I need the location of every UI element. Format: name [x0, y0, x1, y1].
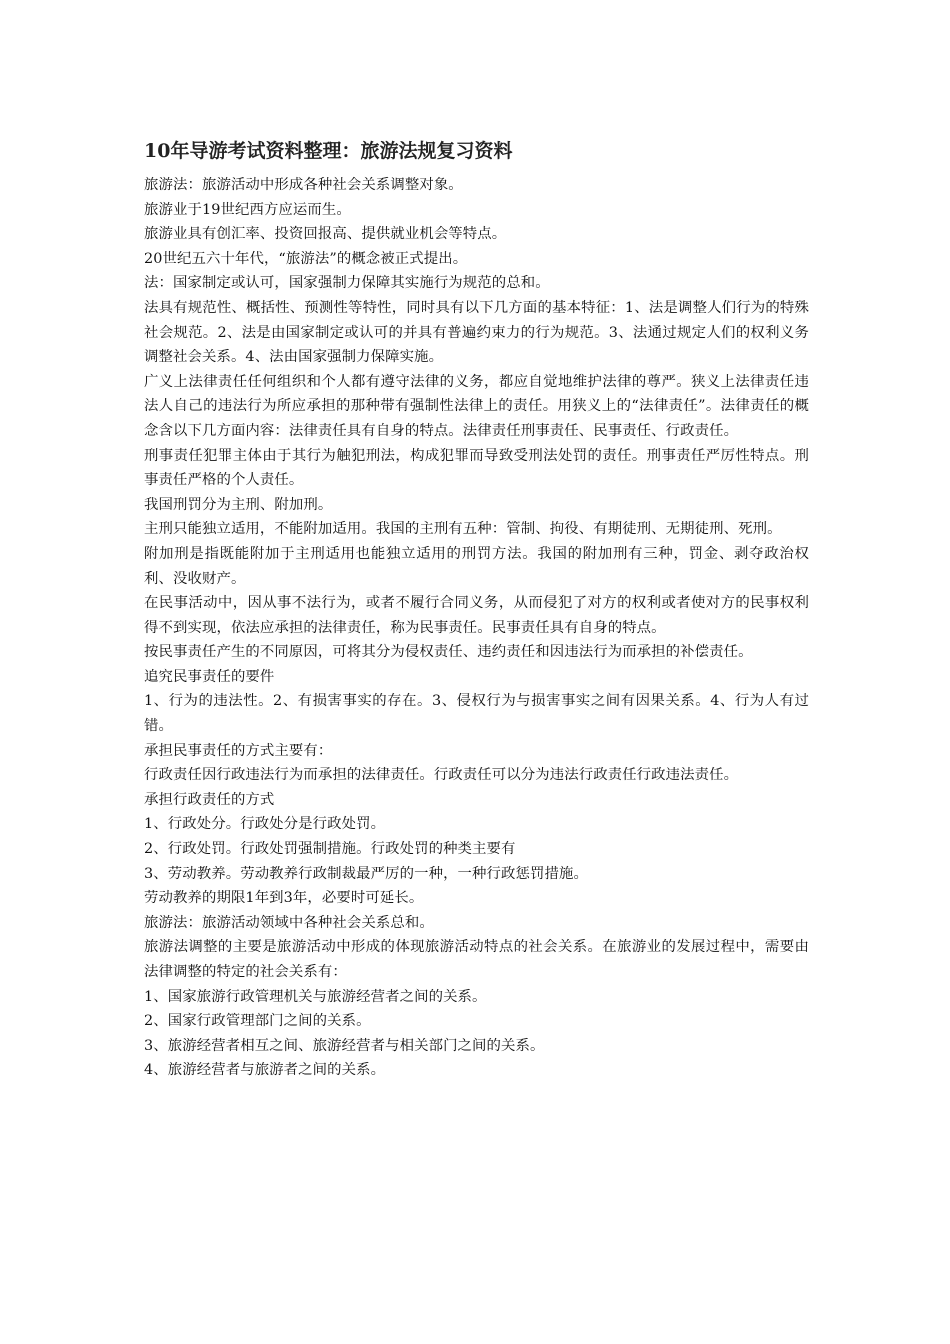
paragraph: 4、旅游经营者与旅游者之间的关系。	[144, 1062, 386, 1079]
paragraph: 1、行为的违法性。2、有损害事实的存在。3、侵权行为与损害事实之间有因果关系。4、行为人有过错。	[144, 693, 809, 735]
paragraph: 1、行政处分。行政处分是行政处罚。	[144, 816, 386, 833]
document-title: 10年导游考试资料整理：旅游法规复习资料	[144, 140, 513, 162]
paragraph: 附加刑是指既能附加于主刑适用也能独立适用的刑罚方法。我国的附加刑有三种，罚金、剥夺政治权利、没收财产。	[144, 545, 809, 587]
paragraph: 按民事责任产生的不同原因，可将其分为侵权责任、违约责任和因违法行为而承担的补偿责任。	[144, 644, 753, 661]
paragraph: 旅游业具有创汇率、投资回报高、提供就业机会等特点。	[144, 226, 507, 243]
paragraph: 3、旅游经营者相互之间、旅游经营者与相关部门之间的关系。	[144, 1037, 545, 1054]
paragraph: 法具有规范性、概括性、预测性等特性，同时具有以下几方面的基本特征：1、法是调整人们行为的特殊社会规范。2、法是由国家制定或认可的并具有普遍约束力的行为规范。3、法通过规定人们的权利义务调整社会关系。4、法由国家强制力保障实施。	[144, 299, 809, 366]
paragraph: 3、劳动教养。劳动教养行政制裁最严厉的一种，一种行政惩罚措施。	[144, 865, 588, 882]
paragraph: 主刑只能独立适用，不能附加适用。我国的主刑有五种：管制、拘役、有期徒刑、无期徒刑、死刑。	[144, 521, 782, 538]
paragraph: 在民事活动中，因从事不法行为，或者不履行合同义务，从而侵犯了对方的权利或者使对方的民事权利得不到实现，依法应承担的法律责任，称为民事责任。民事责任具有自身的特点。	[144, 595, 809, 636]
paragraph: 我国刑罚分为主刑、附加刑。	[144, 496, 333, 513]
paragraph: 追究民事责任的要件	[144, 668, 275, 685]
document-page	[144, 137, 809, 1083]
paragraph: 法：国家制定或认可，国家强制力保障其实施行为规范的总和。	[144, 275, 550, 292]
paragraph: 劳动教养的期限1年到3年，必要时可延长。	[144, 890, 424, 907]
paragraph: 行政责任因行政违法行为而承担的法律责任。行政责任可以分为违法行政责任行政违法责任。	[144, 767, 739, 784]
paragraph: 广义上法律责任任何组织和个人都有遵守法律的义务，都应自觉地维护法律的尊严。狭义上法律责任违法人自己的违法行为所应承担的那种带有强制性法律上的责任。用狭义上的“法律责任”。法律责任的概念含以下几方面内容：法律责任具有自身的特点。法律责任刑事责任、民事责任、行政责任。	[144, 373, 809, 439]
paragraph: 承担行政责任的方式	[144, 791, 275, 808]
paragraph: 20世纪五六十年代，“旅游法”的概念被正式提出。	[144, 250, 468, 267]
document-body	[144, 173, 809, 1083]
paragraph: 旅游法调整的主要是旅游活动中形成的体现旅游活动特点的社会关系。在旅游业的发展过程中，需要由法律调整的特定的社会关系有：	[144, 939, 809, 980]
paragraph: 刑事责任犯罪主体由于其行为触犯刑法，构成犯罪而导致受刑法处罚的责任。刑事责任严厉性特点。刑事责任严格的个人责任。	[144, 447, 809, 489]
paragraph: 承担民事责任的方式主要有：	[144, 742, 333, 759]
paragraph: 2、国家行政管理部门之间的关系。	[144, 1013, 371, 1030]
paragraph: 2、行政处罚。行政处罚强制措施。行政处罚的种类主要有	[144, 841, 516, 858]
paragraph: 旅游业于19世纪西方应运而生。	[144, 201, 351, 218]
paragraph: 旅游法：旅游活动中形成各种社会关系调整对象。	[144, 177, 463, 193]
paragraph: 1、国家旅游行政管理机关与旅游经营者之间的关系。	[144, 988, 487, 1005]
paragraph: 旅游法：旅游活动领域中各种社会关系总和。	[144, 914, 434, 931]
